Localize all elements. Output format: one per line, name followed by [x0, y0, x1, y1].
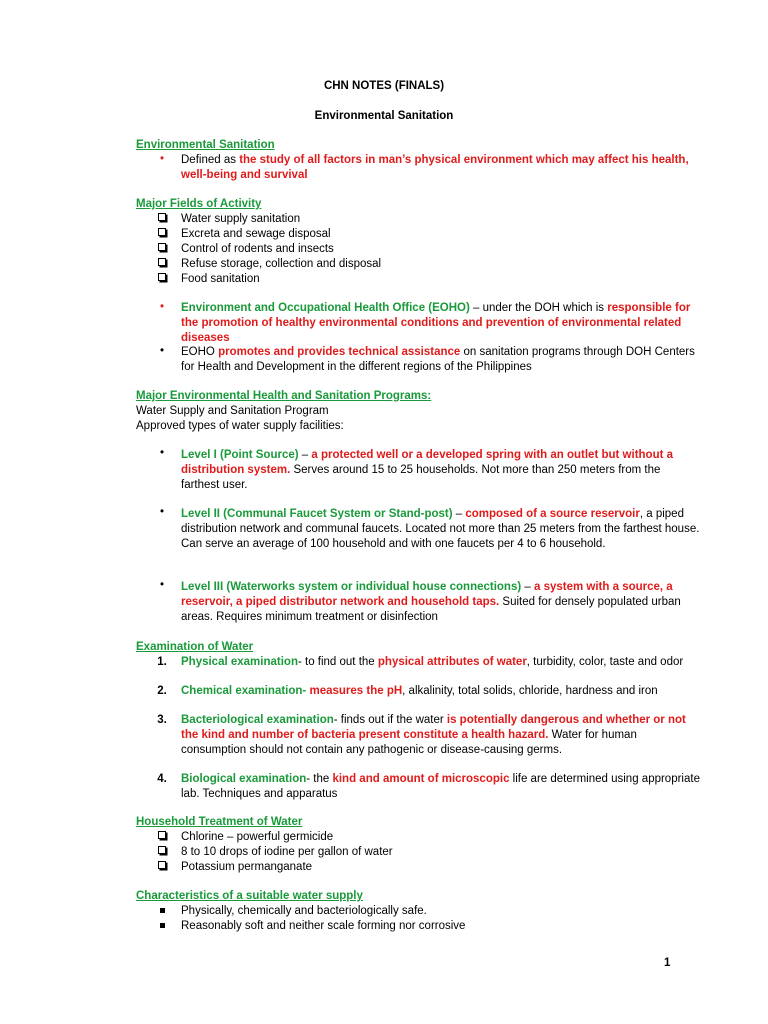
level-3-item: Level III (Waterworks system or individual house connections) – a system with a source, a reservoir, a piped distributor network and household taps. Suited for densely populated urban areas. Requires minimum treatment or disinfection [181, 581, 681, 623]
checkbox-icon [155, 226, 169, 241]
list-number: 1. [157, 656, 167, 668]
bullet-icon: • [159, 345, 165, 357]
section-heading-examination: Examination of Water [136, 641, 254, 653]
list-item: Physically, chemically and bacteriologically safe. [181, 905, 427, 917]
definition-text: the study of all factors in man’s physical environment which may affect his health, well-being and survival [181, 154, 689, 181]
list-item: Potassium permanganate [181, 861, 313, 873]
program-name: Water Supply and Sanitation Program [136, 405, 329, 417]
list-item: Water supply sanitation [181, 213, 301, 225]
square-bullet-icon [155, 918, 169, 933]
bullet-icon: • [159, 301, 165, 313]
checkbox-icon [155, 211, 169, 226]
list-number: 2. [157, 685, 167, 697]
bullet-icon: • [159, 447, 165, 459]
checkbox-icon [155, 859, 169, 874]
exam-chemical-item: Chemical examination- measures the pH, alkalinity, total solids, chloride, hardness and iron [181, 685, 658, 697]
page-title: CHN NOTES (FINALS) [323, 80, 445, 92]
eoho-item: Environment and Occupational Health Office (EOHO) – under the DOH which is responsible for the promotion of healthy environmental conditions and prevention of environmental related diseases [181, 302, 691, 344]
list-number: 3. [157, 714, 167, 726]
bullet-icon: • [159, 153, 165, 165]
list-item: Chlorine – powerful germicide [181, 831, 334, 843]
level-1-item: Level I (Point Source) – a protected well or a developed spring with an outlet but without a distribution system. Serves around 15 to 25 households. Not more than 250 meters from the farthest user. [181, 449, 674, 491]
list-item: Reasonably soft and neither scale forming nor corrosive [181, 920, 466, 932]
section-heading-programs: Major Environmental Health and Sanitation Programs: [136, 390, 432, 402]
checkbox-icon [155, 844, 169, 859]
checkbox-icon [155, 256, 169, 271]
list-number: 4. [157, 773, 167, 785]
page-subtitle: Environmental Sanitation [314, 110, 454, 122]
exam-physical-item: Physical examination- to find out the physical attributes of water, turbidity, color, taste and odor [181, 656, 684, 668]
facilities-intro: Approved types of water supply facilities: [136, 420, 344, 432]
level-2-item: Level II (Communal Faucet System or Stand-post) – composed of a source reservoir, a piped distribution network and communal faucets. Located not more than 25 meters from the farthest house. Can serve an average of 100 household and with one faucets per 4 to 6 household. [181, 508, 700, 550]
list-item: Food sanitation [181, 273, 260, 285]
checkbox-icon [155, 271, 169, 286]
checkbox-icon [155, 829, 169, 844]
eoho-assistance-item: EOHO promotes and provides technical assistance on sanitation programs through DOH Centers for Health and Development in the different regions of the Philippines [181, 346, 695, 373]
list-item: Control of rodents and insects [181, 243, 334, 255]
list-item: Refuse storage, collection and disposal [181, 258, 382, 270]
definition-item [181, 153, 701, 183]
definition-prefix: Defined as [181, 154, 240, 166]
list-item: 8 to 10 drops of iodine per gallon of water [181, 846, 393, 858]
square-bullet-icon [155, 903, 169, 918]
checkbox-icon [155, 241, 169, 256]
section-heading-environmental-sanitation: Environmental Sanitation [136, 139, 275, 151]
bullet-icon: • [159, 579, 165, 591]
exam-biological-item: Biological examination- the kind and amount of microscopic life are determined using appropriate lab. Techniques and apparatus [181, 773, 700, 800]
section-heading-major-fields: Major Fields of Activity [136, 198, 262, 210]
page-number: 1 [664, 957, 671, 969]
list-item: Excreta and sewage disposal [181, 228, 331, 240]
section-heading-characteristics: Characteristics of a suitable water supply [136, 890, 363, 902]
bullet-icon: • [159, 506, 165, 518]
section-heading-household-treatment: Household Treatment of Water [136, 816, 303, 828]
exam-bacteriological-item: Bacteriological examination- finds out if the water is potentially dangerous and whether or not the kind and number of bacteria present constitute a health hazard. Water for human consumption should not contain any pathogenic or disease-causing germs. [181, 714, 686, 756]
